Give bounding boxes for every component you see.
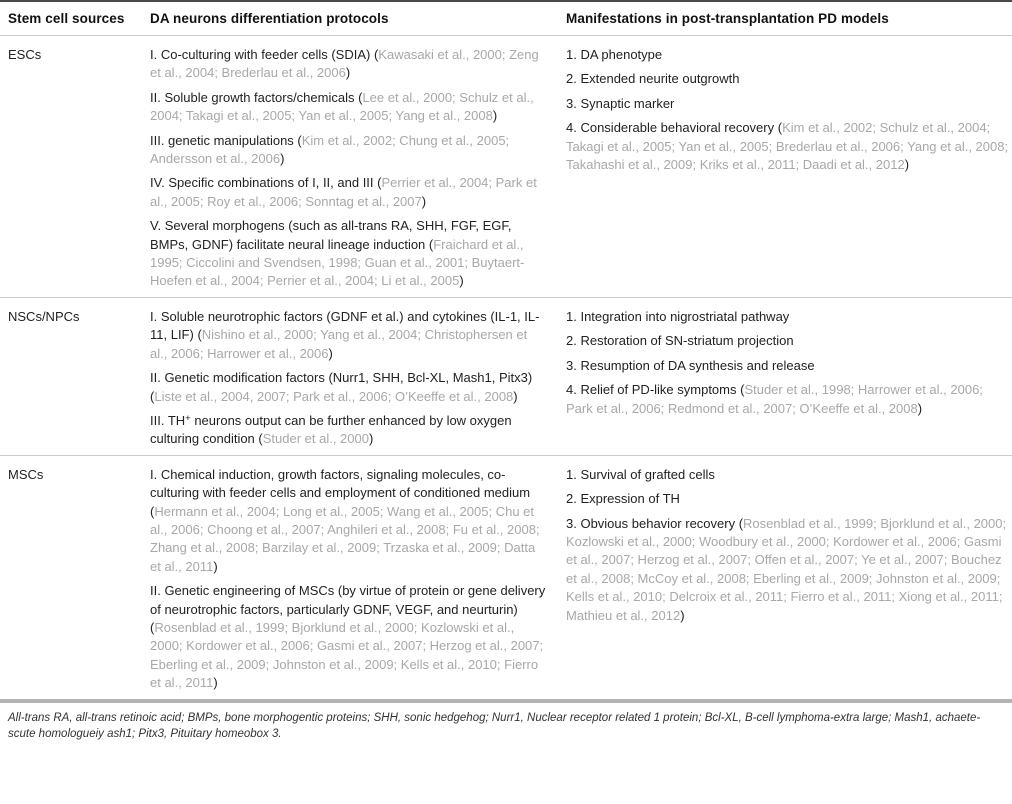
body-text: ): [680, 607, 685, 623]
body-text: ): [368, 431, 374, 447]
protocol-item: [150, 412, 546, 449]
body-text: 3. Obvious behavior recovery (: [566, 515, 744, 531]
body-text: ): [513, 388, 518, 404]
citation-reference: Liste et al., 2004, 2007; Park et al., 2006; O’Keeffe et al., 2008: [154, 388, 514, 404]
body-text: V. Several morphogens (such as all-trans RA, SHH, FGF, EGF, BMPs, GDNF) facilitate neural lineage induction (: [150, 218, 512, 252]
superscript-text: +: [185, 412, 191, 424]
manifestation-item: [566, 515, 1010, 625]
table-row: [0, 297, 1012, 455]
body-text: ): [213, 558, 218, 574]
protocols-cell: [150, 308, 566, 449]
manifestation-item: [566, 466, 1010, 484]
body-text: ): [459, 273, 464, 289]
body-text: ): [213, 675, 218, 691]
stem-cell-source-label: MSCs: [8, 466, 44, 482]
body-text: IV. Specific combinations of I, II, and III (: [150, 175, 382, 191]
header-da-differentiation-protocols: DA neurons differentiation protocols: [150, 11, 389, 26]
manifestation-item: [566, 308, 1010, 326]
manifestations-cell: [566, 308, 1010, 449]
body-text: ): [492, 108, 498, 124]
manifestations-cell: [566, 466, 1010, 693]
citation-reference: Kim et al., 2002; Chung et al., 2005; Andersson et al., 2006: [150, 132, 510, 167]
body-text: 1. DA phenotype: [566, 47, 663, 62]
protocol-item: [150, 308, 546, 363]
body-text: II. Genetic modification factors (Nurr1, SHH, Bcl-XL, Mash1, Pitx3) (: [150, 370, 533, 404]
body-text: 3. Synaptic marker: [566, 95, 675, 111]
body-text: ): [421, 193, 427, 209]
citation-reference: Fraichard et al., 1995; Ciccolini and Svendsen, 1998; Guan et al., 2001; Buytaert-Hoefen et al., 2004; Perrier et al., 2004; Li et al., 2005: [150, 236, 525, 289]
body-text: III. genetic manipulations (: [150, 132, 302, 148]
body-text: neurons output can be further enhanced by low oxygen culturing condition (: [150, 412, 512, 447]
protocol-item: [150, 582, 546, 692]
table-header-row: [0, 2, 1012, 35]
protocol-item: [150, 217, 546, 291]
protocol-item: [150, 132, 546, 169]
body-text: ): [280, 151, 285, 167]
body-text: ): [904, 157, 910, 173]
body-text: 4. Relief of PD-like symptoms (: [566, 382, 745, 398]
protocols-cell: [150, 466, 566, 693]
manifestation-item: [566, 95, 1010, 113]
table-footnote: All-trans RA, all-trans retinoic acid; BMPs, bone morphogentic proteins; SHH, sonic hedgehog; Nurr1, Nuclear receptor related 1 protein; Bcl-XL, B-cell lymphoma-extra large; Mash1, achaete-scute homologueiy ash1; Pitx3, Pituitary homeobox 3.: [8, 711, 981, 740]
header-manifestations-pd-models: Manifestations in post-transplantation PD models: [566, 11, 889, 26]
manifestation-item: [566, 381, 1010, 418]
stem-cell-source-label: NSCs/NPCs: [8, 308, 80, 324]
citation-reference: Studer et al., 1998; Harrower et al., 2006; Park et al., 2006; Redmond et al., 2007; O’Keeffe et al., 2008: [566, 382, 983, 416]
body-text: I. Co-culturing with feeder cells (SDIA) (: [150, 47, 379, 62]
body-text: I. Chemical induction, growth factors, signaling molecules, co-culturing with feeder cells and employment of conditioned medium (: [150, 466, 531, 519]
stem-cell-source-label: ESCs: [8, 47, 42, 62]
citation-reference: Kawasaki et al., 2000; Zeng et al., 2004; Brederlau et al., 2006: [150, 47, 539, 81]
manifestation-item: [566, 46, 1010, 64]
body-text: 4. Considerable behavioral recovery (: [566, 120, 783, 136]
citation-reference: Nishino et al., 2000; Yang et al., 2004; Christophersen et al., 2006; Harrower et al., 2006: [150, 327, 528, 361]
body-text: 2. Restoration of SN-striatum projection: [566, 333, 794, 349]
citation-reference: Studer et al., 2000: [262, 431, 369, 447]
table-body: [0, 35, 1012, 699]
body-text: II. Genetic engineering of MSCs (by virtue of protein or gene delivery of neurotrophic factors, particularly GDNF, VEGF, and neurturin) (: [150, 583, 546, 635]
body-text: 3. Resumption of DA synthesis and release: [566, 357, 815, 373]
body-text: 2. Expression of TH: [566, 491, 680, 507]
body-text: 2. Extended neurite outgrowth: [566, 71, 740, 87]
citation-reference: Rosenblad et al., 1999; Bjorklund et al., 2000; Kozlowski et al., 2000; Woodbury et al., 2000; Kordower et al., 2006; Gasmi et al., 2007; Herzog et al., 2007; Offen et al., 2007; Ye et al., 2007; Bouchez et al., 2008; McCoy et al., 2008; Eberling et al., 2009; Johnston et al., 2009; Kells et al., 2010; Delcroix et al., 2011; Fierro et al., 2011; Xiong et al., 2011; Mathieu et al., 2012: [566, 515, 1007, 623]
body-text: ): [328, 345, 333, 361]
protocol-item: [150, 174, 546, 211]
table-row: [0, 35, 1012, 297]
body-text: III. TH: [150, 412, 186, 428]
protocol-item: [150, 46, 546, 83]
manifestation-item: [566, 332, 1010, 350]
header-stem-cell-sources: Stem cell sources: [8, 11, 125, 26]
body-text: II. Soluble growth factors/chemicals (: [150, 89, 363, 105]
manifestation-item: [566, 490, 1010, 508]
protocol-item: [150, 89, 546, 126]
protocol-item: [150, 369, 546, 406]
body-text: ): [917, 400, 923, 416]
body-text: 1. Survival of grafted cells: [566, 466, 715, 482]
citation-reference: Perrier et al., 2004; Park et al., 2005; Roy et al., 2006; Sonntag et al., 2007: [150, 175, 537, 209]
manifestation-item: [566, 357, 1010, 375]
body-text: I. Soluble neurotrophic factors (GDNF et al.) and cytokines (IL-1, IL-11, LIF) (: [150, 308, 540, 343]
citation-reference: Rosenblad et al., 1999; Bjorklund et al., 2000; Kozlowski et al., 2000; Kordower et al., 2006; Gasmi et al., 2007; Herzog et al., 2007; Eberling et al., 2009; Johnston et al., 2009; Kells et al., 2010; Fierro et al., 2011: [150, 619, 544, 691]
table-row: [0, 455, 1012, 699]
protocols-cell: [150, 46, 566, 291]
citation-reference: Lee et al., 2000; Schulz et al., 2004; Takagi et al., 2005; Yan et al., 2005; Yang et al., 2008: [150, 89, 534, 124]
manifestations-cell: [566, 46, 1010, 291]
citation-reference: Kim et al., 2002; Schulz et al., 2004; Takagi et al., 2005; Yan et al., 2005; Brederlau et al., 2006; Yang et al., 2008; Takahashi et al., 2009; Kriks et al., 2011; Daadi et al., 2012: [566, 120, 1009, 173]
manifestation-item: [566, 119, 1010, 174]
body-text: 1. Integration into nigrostriatal pathway: [566, 308, 790, 324]
manifestation-item: [566, 70, 1010, 88]
body-text: ): [345, 65, 351, 81]
citation-reference: Hermann et al., 2004; Long et al., 2005; Wang et al., 2005; Chu et al., 2006; Choong et al., 2007; Anghileri et al., 2008; Fu et al., 2008; Zhang et al., 2008; Barzilay et al., 2009; Trzaska et al., 2009; Datta et al., 2011: [150, 503, 540, 574]
protocol-item: [150, 466, 546, 576]
